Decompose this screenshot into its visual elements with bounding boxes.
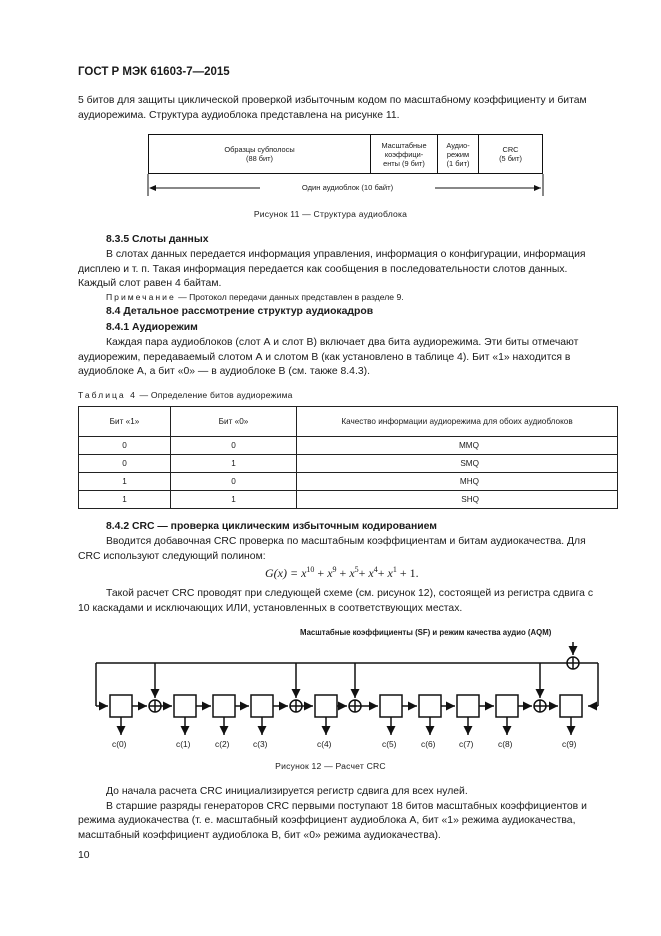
formula-sep: +: [377, 566, 388, 580]
intro-paragraph: [78, 94, 618, 123]
audio-mode-cell: [438, 135, 479, 173]
section-heading-84: 8.4 Детальное рассмотрение структур аудиокадров: [106, 306, 374, 317]
text-line: дисплею и т. п. Такая информация передается как сообщения в последовательности слотов данных.: [78, 263, 568, 275]
formula-lhs: G(x) =: [265, 566, 299, 580]
output-label-c3: c(3): [253, 739, 268, 749]
crc-polynomial: [265, 565, 419, 581]
section-841-text: [78, 336, 618, 380]
text-line: Вводится добавочная CRC проверка по масштабным коэффициентам и битам аудиокачества. Для: [106, 536, 586, 547]
block-span-label: Один аудиоблок (10 байт): [260, 183, 435, 192]
register-stage: [174, 695, 196, 717]
table-cell: 0: [171, 473, 297, 491]
register-stage: [213, 695, 235, 717]
text-line: До начала расчета CRC инициализируется регистр сдвига для всех нулей.: [106, 786, 468, 797]
note-label: Примечание: [106, 292, 176, 302]
text-line: режима аудиокачества (т. е. масштабный коэффициент аудиоблока А, бит «1» режима аудиокачества,: [78, 815, 576, 827]
col-header-quality: Качество информации аудиорежима для обоих аудиоблоков: [297, 407, 618, 437]
section-842-after: [78, 587, 618, 616]
formula-exp: 9: [332, 565, 337, 574]
cell-line: коэффици-: [384, 149, 424, 159]
text-line: CRC используют следующий полином:: [78, 550, 266, 562]
formula-sep: +: [358, 566, 369, 580]
cell-line: CRC: [502, 145, 519, 154]
table-cell: MMQ: [297, 437, 618, 455]
table-cell: 1: [79, 473, 171, 491]
register-stage: [110, 695, 132, 717]
crc-cell: [479, 135, 542, 173]
formula-base: x: [387, 566, 393, 580]
table-header-row: [79, 407, 618, 437]
text-line: В слотах данных передается информация управления, информация о конфигурации, информация: [106, 249, 586, 260]
output-label-c1: c(1): [176, 739, 191, 749]
section-heading-842: 8.4.2 CRC — проверка циклическим избыточным кодированием: [106, 521, 437, 532]
cell-line: (5 бит): [499, 154, 522, 163]
table-cell: MHQ: [297, 473, 618, 491]
note-text: — Протокол передачи данных представлен в разделе 9.: [178, 292, 404, 302]
output-label-c6: c(6): [421, 739, 436, 749]
output-label-c5: c(5): [382, 739, 397, 749]
output-label-c7: c(7): [459, 739, 474, 749]
scale-factors-cell: [371, 135, 438, 173]
table4-label: Таблица 4: [78, 390, 137, 400]
formula-exp: 10: [306, 565, 315, 574]
crc-input-label: Масштабные коэффициенты (SF) и режим качества аудио (AQM): [300, 628, 552, 637]
figure11-caption: Рисунок 11 — Структура аудиоблока: [253, 209, 408, 219]
col-header-bit0: Бит «0»: [171, 407, 297, 437]
note-835: [106, 292, 404, 302]
col-header-bit1: Бит «1»: [79, 407, 171, 437]
table-cell: 0: [171, 437, 297, 455]
register-stage: [560, 695, 582, 717]
cell-line: Образцы субполосы: [224, 145, 295, 154]
cell-line: (1 бит): [446, 158, 470, 168]
cell-line: Аудио-: [446, 140, 470, 150]
table-cell: 1: [79, 491, 171, 509]
text-line: аудиорежим, передаваемый слотом А и слотом В (как установлено в таблице 4). Бит «1» находится в: [78, 351, 571, 363]
audio-mode-table: [78, 406, 618, 509]
table-row: [79, 455, 618, 473]
audio-block-diagram: [148, 134, 543, 174]
formula-sep: +: [314, 566, 328, 580]
output-label-c8: c(8): [498, 739, 513, 749]
intro-line: 5 битов для защиты циклической проверкой избыточным кодом по масштабному коэффициенту и битам: [78, 95, 587, 106]
register-stage: [496, 695, 518, 717]
text-line: аудиоблоке А, а бит «0» — в аудиоблоке В (см. также 8.4.3).: [78, 366, 370, 378]
section-835-text: [78, 248, 618, 292]
table-row: [79, 437, 618, 455]
register-stage: [251, 695, 273, 717]
formula-base: x: [327, 566, 333, 580]
table-row: [79, 491, 618, 509]
section-842-text: [78, 535, 618, 564]
text-line: В старшие разряды генераторов CRC первыми поступают 18 битов масштабных коэффициентов и: [106, 800, 587, 812]
table-row: [79, 473, 618, 491]
page-number: 10: [78, 850, 90, 861]
table-cell: 0: [79, 455, 171, 473]
text-line: Каждая пара аудиоблоков (слот А и слот В) включает два бита аудиорежима. Эти биты отмечают: [106, 337, 579, 348]
output-label-c4: c(4): [317, 739, 332, 749]
formula-exp: 4: [373, 565, 378, 574]
table-cell: 1: [171, 491, 297, 509]
formula-sep: +: [336, 566, 350, 580]
table4-caption: [78, 390, 293, 400]
register-stage: [419, 695, 441, 717]
output-label-c0: c(0): [112, 739, 127, 749]
register-stage: [457, 695, 479, 717]
subband-samples-cell: [149, 135, 371, 173]
formula-sep: + 1.: [396, 566, 419, 580]
formula-base: x: [301, 566, 307, 580]
table4-title: — Определение битов аудиорежима: [139, 390, 293, 400]
table-cell: SMQ: [297, 455, 618, 473]
page-header: ГОСТ Р МЭК 61603-7—2015: [78, 66, 230, 78]
cell-line: режим: [446, 149, 470, 159]
register-stage: [380, 695, 402, 717]
cell-line: Масштабные: [381, 140, 427, 150]
text-line: Каждый слот равен 4 байтам.: [78, 278, 222, 290]
text-line: 10 каскадами и исключающих ИЛИ, установленных в соответствующих местах.: [78, 602, 463, 614]
crc-circuit-diagram: [80, 640, 620, 758]
text-line: Такой расчет CRC проводят при следующей схеме (см. рисунок 12), состоящей из регистра сдвига с: [106, 588, 594, 599]
figure12-caption: Рисунок 12 — Расчет CRC: [275, 761, 386, 771]
section-heading-835: 8.3.5 Слоты данных: [106, 234, 209, 245]
table-cell: 1: [171, 455, 297, 473]
cell-line: енты (9 бит): [383, 158, 425, 168]
register-stage: [315, 695, 337, 717]
text-line: масштабный коэффициент аудиоблока В, бит «0» режима аудиокачества).: [78, 829, 441, 841]
table-cell: SHQ: [297, 491, 618, 509]
formula-base: x: [349, 566, 355, 580]
cell-line: (88 бит): [246, 154, 273, 163]
formula-base: x: [368, 566, 374, 580]
table-cell: 0: [79, 437, 171, 455]
section-heading-841: 8.4.1 Аудиорежим: [106, 322, 198, 333]
closing-text: [78, 785, 618, 843]
formula-exp: 5: [354, 565, 359, 574]
intro-line: аудиорежима. Структура аудиоблока представлена на рисунке 11.: [78, 109, 400, 121]
output-label-c9: c(9): [562, 739, 577, 749]
formula-exp: 1: [392, 565, 397, 574]
output-label-c2: c(2): [215, 739, 230, 749]
